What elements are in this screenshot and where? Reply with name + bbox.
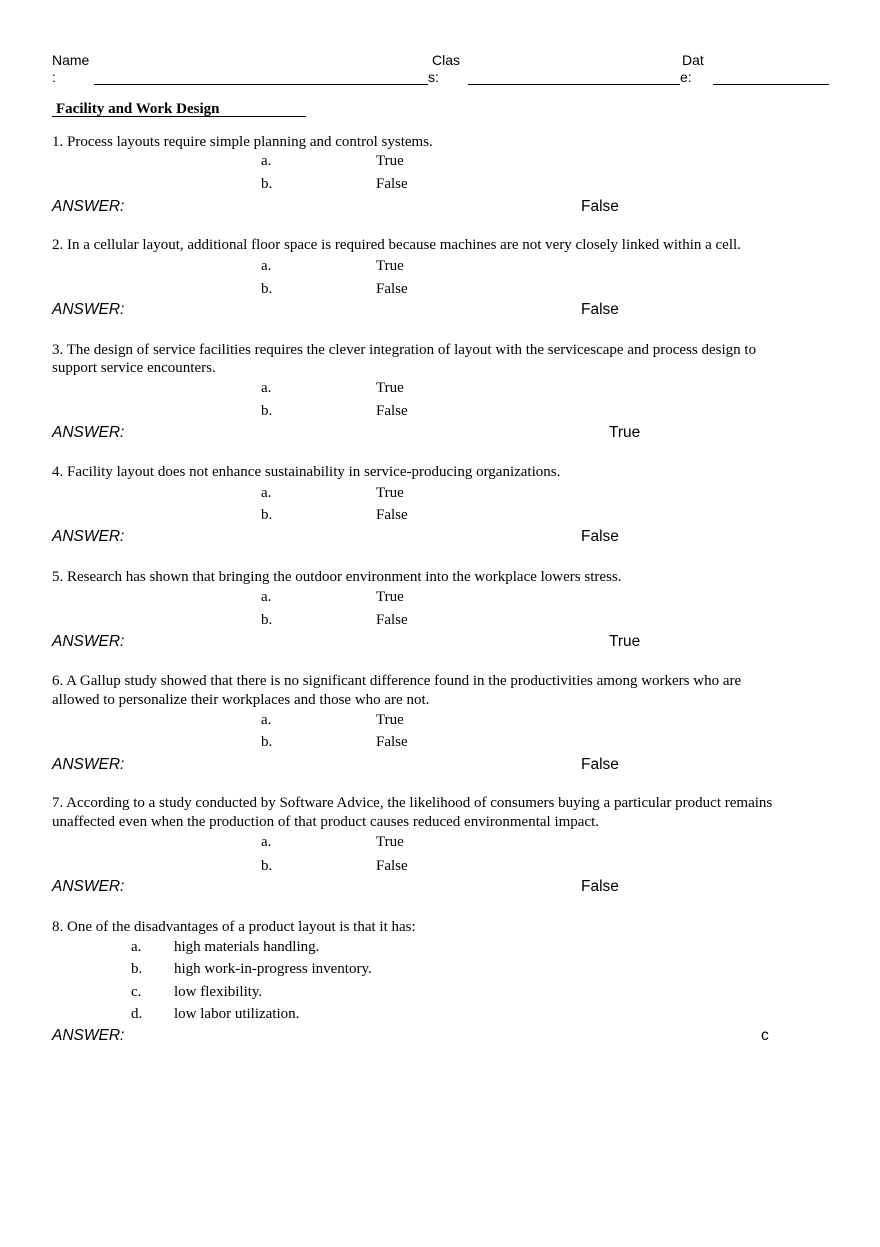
answer-label: ANSWER:: [52, 878, 125, 895]
name-label: Name: [52, 52, 90, 68]
option-letter: a.: [131, 939, 142, 955]
answer-value: False: [581, 198, 619, 215]
question-text-line2: allowed to personalize their workplaces and those who are not.: [52, 692, 430, 708]
title-underline: [52, 116, 306, 117]
date-label-suffix: e:: [680, 69, 692, 85]
question-text-line2: unaffected even when the production of that product causes reduced environmental impact.: [52, 814, 600, 830]
option-text[interactable]: False: [376, 281, 408, 297]
option-letter: b.: [131, 961, 143, 977]
answer-label: ANSWER:: [52, 633, 125, 650]
option-letter: a.: [261, 153, 272, 169]
option-letter: d.: [131, 1006, 143, 1022]
answer-value: False: [581, 878, 619, 895]
option-text[interactable]: False: [376, 176, 408, 192]
option-letter: b.: [261, 858, 273, 874]
option-letter: a.: [261, 380, 272, 396]
option-letter: b.: [261, 403, 273, 419]
option-letter: a.: [261, 485, 272, 501]
question-text: 8. One of the disadvantages of a product layout is that it has:: [52, 919, 416, 935]
question-text: 5. Research has shown that bringing the outdoor environment into the workplace lowers stress.: [52, 569, 622, 585]
answer-label: ANSWER:: [52, 424, 125, 441]
option-text[interactable]: True: [376, 153, 404, 169]
question-text-line1: 3. The design of service facilities requires the clever integration of layout with the servicescape and process design to: [52, 342, 757, 358]
option-letter: a.: [261, 712, 272, 728]
question-text: 2. In a cellular layout, additional floor space is required because machines are not very closely linked within a cell.: [52, 237, 741, 253]
date-input-line[interactable]: [713, 84, 829, 85]
answer-label: ANSWER:: [52, 1027, 125, 1044]
question-text-line2: support service encounters.: [52, 360, 216, 376]
answer-label: ANSWER:: [52, 198, 125, 215]
answer-value: True: [609, 424, 641, 441]
page-title: Facility and Work Design: [56, 101, 220, 117]
option-text[interactable]: high materials handling.: [174, 939, 320, 955]
class-label-suffix: s:: [428, 69, 439, 85]
question-text: 4. Facility layout does not enhance sustainability in service-producing organizations.: [52, 464, 561, 480]
class-label: Clas: [432, 52, 461, 68]
option-text[interactable]: True: [376, 589, 404, 605]
option-text[interactable]: True: [376, 712, 404, 728]
option-text[interactable]: True: [376, 380, 404, 396]
option-letter: b.: [261, 507, 273, 523]
answer-value: False: [581, 528, 619, 545]
option-text[interactable]: True: [376, 834, 404, 850]
option-letter: a.: [261, 589, 272, 605]
option-text[interactable]: low labor utilization.: [174, 1006, 300, 1022]
option-letter: a.: [261, 258, 272, 274]
option-letter: b.: [261, 734, 273, 750]
answer-label: ANSWER:: [52, 756, 125, 773]
question-text: 1. Process layouts require simple planning and control systems.: [52, 134, 433, 150]
option-letter: c.: [131, 984, 142, 1000]
name-label-colon: :: [52, 69, 56, 85]
option-text[interactable]: False: [376, 507, 408, 523]
option-text[interactable]: True: [376, 258, 404, 274]
option-text[interactable]: True: [376, 485, 404, 501]
option-text[interactable]: False: [376, 734, 408, 750]
answer-value: False: [581, 756, 619, 773]
option-letter: b.: [261, 281, 273, 297]
answer-value: True: [609, 633, 641, 650]
option-letter: b.: [261, 176, 273, 192]
option-text[interactable]: False: [376, 858, 408, 874]
option-text[interactable]: False: [376, 612, 408, 628]
answer-value: c: [761, 1027, 769, 1044]
option-letter: a.: [261, 834, 272, 850]
option-text[interactable]: False: [376, 403, 408, 419]
answer-label: ANSWER:: [52, 528, 125, 545]
question-text-line1: 6. A Gallup study showed that there is no significant difference found in the productivities among workers who are: [52, 673, 742, 689]
question-text-line1: 7. According to a study conducted by Software Advice, the likelihood of consumers buying a particular product remains: [52, 795, 773, 811]
class-input-line[interactable]: [468, 84, 680, 85]
answer-value: False: [581, 301, 619, 318]
option-text[interactable]: low flexibility.: [174, 984, 263, 1000]
name-input-line[interactable]: [94, 84, 428, 85]
answer-label: ANSWER:: [52, 301, 125, 318]
date-label: Dat: [682, 52, 704, 68]
option-letter: b.: [261, 612, 273, 628]
option-text[interactable]: high work-in-progress inventory.: [174, 961, 372, 977]
